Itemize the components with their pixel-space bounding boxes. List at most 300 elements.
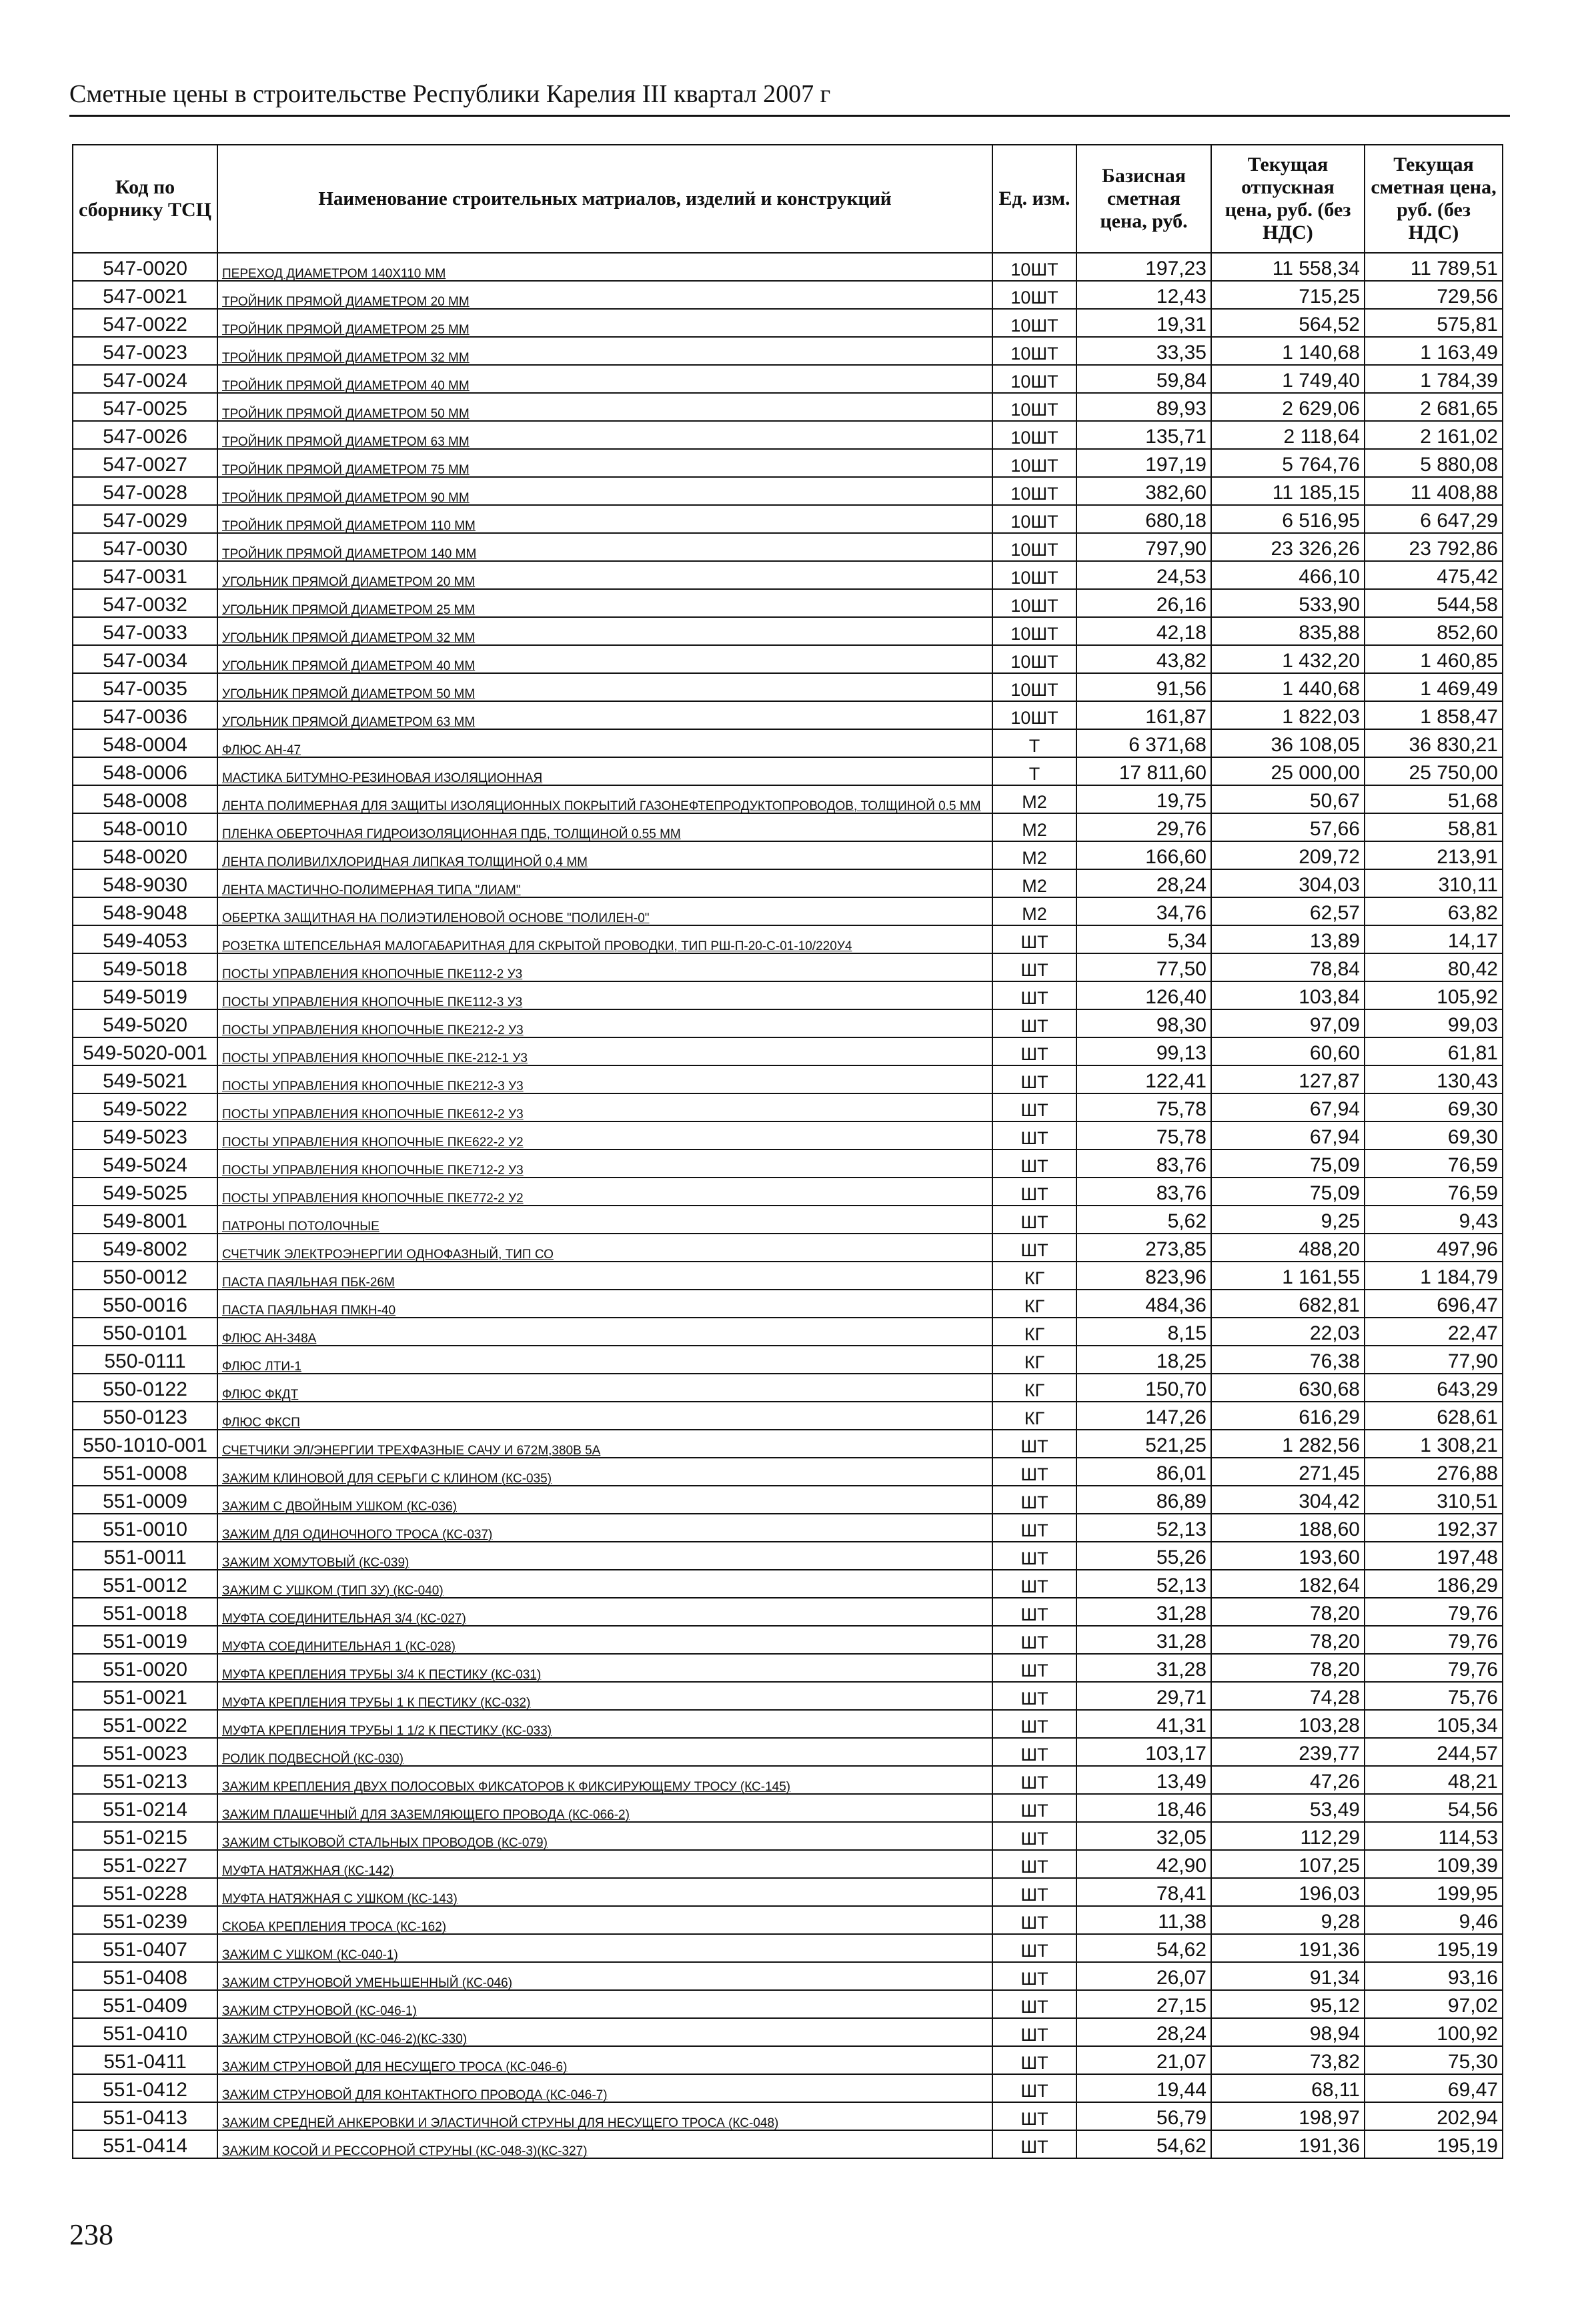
- row-name: РОЗЕТКА ШТЕПСЕЛЬНАЯ МАЛОГАБАРИТНАЯ ДЛЯ СКРЫТОЙ ПРОВОДКИ, ТИП РШ-П-20-С-01-10/220У4: [217, 925, 992, 953]
- table-row: [73, 953, 1503, 981]
- row-base-price: 6 371,68: [1076, 729, 1211, 757]
- row-current-estimate-price: 69,30: [1365, 1093, 1503, 1121]
- table-row: [73, 477, 1503, 505]
- table-row: [73, 253, 1503, 281]
- row-current-estimate-price: 130,43: [1365, 1065, 1503, 1093]
- row-unit: ШТ: [992, 1710, 1076, 1738]
- row-name: ЗАЖИМ КРЕПЛЕНИЯ ДВУХ ПОЛОСОВЫХ ФИКСАТОРОВ К ФИКСИРУЮЩЕМУ ТРОСУ (КС-145): [217, 1766, 992, 1794]
- row-base-price: 29,71: [1076, 1682, 1211, 1710]
- row-name: ЗАЖИМ СТРУНОВОЙ УМЕНЬШЕННЫЙ (КС-046): [217, 1962, 992, 1990]
- row-unit: ШТ: [992, 1121, 1076, 1150]
- row-current-estimate-price: 2 681,65: [1365, 393, 1503, 421]
- row-code: 548-9030: [73, 869, 217, 897]
- table-row: [73, 785, 1503, 813]
- row-unit: ШТ: [992, 1878, 1076, 1906]
- row-base-price: 75,78: [1076, 1093, 1211, 1121]
- row-current-estimate-price: 80,42: [1365, 953, 1503, 981]
- row-code: 547-0034: [73, 645, 217, 673]
- row-base-price: 52,13: [1076, 1570, 1211, 1598]
- column-header-current-estimate-price: Текущая сметная цена, руб. (без НДС): [1365, 145, 1503, 253]
- row-current-release-price: 76,38: [1211, 1346, 1365, 1374]
- row-current-release-price: 103,28: [1211, 1710, 1365, 1738]
- row-name: ЗАЖИМ ХОМУТОВЫЙ (КС-039): [217, 1542, 992, 1570]
- row-current-release-price: 68,11: [1211, 2074, 1365, 2102]
- row-base-price: 99,13: [1076, 1037, 1211, 1065]
- row-base-price: 83,76: [1076, 1150, 1211, 1178]
- row-current-release-price: 191,36: [1211, 2130, 1365, 2158]
- row-code: 548-0006: [73, 757, 217, 785]
- row-current-estimate-price: 36 830,21: [1365, 729, 1503, 757]
- row-unit: 10ШТ: [992, 533, 1076, 561]
- row-base-price: 5,62: [1076, 1206, 1211, 1234]
- row-current-estimate-price: 58,81: [1365, 813, 1503, 841]
- row-current-release-price: 9,28: [1211, 1906, 1365, 1934]
- row-current-estimate-price: 1 308,21: [1365, 1430, 1503, 1458]
- row-code: 551-0411: [73, 2046, 217, 2074]
- row-unit: ШТ: [992, 2018, 1076, 2046]
- row-current-release-price: 62,57: [1211, 897, 1365, 925]
- row-name: ЗАЖИМ СТРУНОВОЙ (КС-046-2)(КС-330): [217, 2018, 992, 2046]
- row-base-price: 126,40: [1076, 981, 1211, 1009]
- page-number: 238: [69, 2218, 113, 2251]
- table-row: [73, 1794, 1503, 1822]
- row-current-estimate-price: 79,76: [1365, 1598, 1503, 1626]
- row-current-estimate-price: 23 792,86: [1365, 533, 1503, 561]
- price-table: [72, 144, 1503, 2159]
- table-row: [73, 1514, 1503, 1542]
- row-current-release-price: 1 432,20: [1211, 645, 1365, 673]
- row-code: 549-5021: [73, 1065, 217, 1093]
- row-name: ТРОЙНИК ПРЯМОЙ ДИАМЕТРОМ 90 ММ: [217, 477, 992, 505]
- row-current-release-price: 564,52: [1211, 309, 1365, 337]
- row-current-estimate-price: 5 880,08: [1365, 449, 1503, 477]
- row-unit: ШТ: [992, 1037, 1076, 1065]
- row-code: 549-5019: [73, 981, 217, 1009]
- row-current-estimate-price: 48,21: [1365, 1766, 1503, 1794]
- row-code: 548-0010: [73, 813, 217, 841]
- row-code: 547-0028: [73, 477, 217, 505]
- row-base-price: 8,15: [1076, 1318, 1211, 1346]
- row-base-price: 43,82: [1076, 645, 1211, 673]
- row-current-release-price: 2 629,06: [1211, 393, 1365, 421]
- row-current-release-price: 74,28: [1211, 1682, 1365, 1710]
- table-row: [73, 365, 1503, 393]
- row-code: 551-0414: [73, 2130, 217, 2158]
- row-current-estimate-price: 696,47: [1365, 1290, 1503, 1318]
- row-code: 551-0408: [73, 1962, 217, 1990]
- row-current-estimate-price: 310,11: [1365, 869, 1503, 897]
- row-base-price: 147,26: [1076, 1402, 1211, 1430]
- row-code: 549-5020-001: [73, 1037, 217, 1065]
- row-current-estimate-price: 1 184,79: [1365, 1262, 1503, 1290]
- row-name: ЗАЖИМ С УШКОМ (КС-040-1): [217, 1934, 992, 1962]
- row-current-release-price: 835,88: [1211, 617, 1365, 645]
- table-row: [73, 1766, 1503, 1794]
- row-name: ПОСТЫ УПРАВЛЕНИЯ КНОПОЧНЫЕ ПКЕ612-2 У3: [217, 1093, 992, 1121]
- row-current-release-price: 182,64: [1211, 1570, 1365, 1598]
- row-current-estimate-price: 6 647,29: [1365, 505, 1503, 533]
- row-base-price: 59,84: [1076, 365, 1211, 393]
- table-row: [73, 2018, 1503, 2046]
- row-current-estimate-price: 643,29: [1365, 1374, 1503, 1402]
- row-name: ТРОЙНИК ПРЯМОЙ ДИАМЕТРОМ 110 ММ: [217, 505, 992, 533]
- row-code: 547-0035: [73, 673, 217, 701]
- row-base-price: 484,36: [1076, 1290, 1211, 1318]
- row-name: ОБЕРТКА ЗАЩИТНАЯ НА ПОЛИЭТИЛЕНОВОЙ ОСНОВЕ "ПОЛИЛЕН-0": [217, 897, 992, 925]
- row-base-price: 91,56: [1076, 673, 1211, 701]
- row-code: 547-0023: [73, 337, 217, 365]
- column-header-base-price: Базисная сметная цена, руб.: [1076, 145, 1211, 253]
- row-name: ФЛЮС ФКСП: [217, 1402, 992, 1430]
- table-row: [73, 1738, 1503, 1766]
- row-current-estimate-price: 54,56: [1365, 1794, 1503, 1822]
- row-base-price: 28,24: [1076, 869, 1211, 897]
- row-code: 551-0410: [73, 2018, 217, 2046]
- row-unit: ШТ: [992, 1906, 1076, 1934]
- row-current-estimate-price: 575,81: [1365, 309, 1503, 337]
- row-name: УГОЛЬНИК ПРЯМОЙ ДИАМЕТРОМ 50 ММ: [217, 673, 992, 701]
- row-unit: ШТ: [992, 1962, 1076, 1990]
- header-row: [73, 145, 1503, 253]
- row-unit: ШТ: [992, 1430, 1076, 1458]
- row-base-price: 18,46: [1076, 1794, 1211, 1822]
- row-unit: ШТ: [992, 1682, 1076, 1710]
- row-code: 549-5025: [73, 1178, 217, 1206]
- row-code: 547-0029: [73, 505, 217, 533]
- table-row: [73, 505, 1503, 533]
- row-current-release-price: 1 140,68: [1211, 337, 1365, 365]
- row-name: УГОЛЬНИК ПРЯМОЙ ДИАМЕТРОМ 40 ММ: [217, 645, 992, 673]
- row-unit: ШТ: [992, 1990, 1076, 2018]
- column-header-unit: Ед. изм.: [992, 145, 1076, 253]
- row-current-estimate-price: 310,51: [1365, 1486, 1503, 1514]
- table-row: [73, 981, 1503, 1009]
- row-name: ЗАЖИМ КОСОЙ И РЕССОРНОЙ СТРУНЫ (КС-048-3)(КС-327): [217, 2130, 992, 2158]
- row-code: 550-1010-001: [73, 1430, 217, 1458]
- row-code: 551-0412: [73, 2074, 217, 2102]
- row-name: ФЛЮС АН-348А: [217, 1318, 992, 1346]
- row-current-release-price: 6 516,95: [1211, 505, 1365, 533]
- row-unit: КГ: [992, 1318, 1076, 1346]
- row-base-price: 150,70: [1076, 1374, 1211, 1402]
- row-base-price: 18,25: [1076, 1346, 1211, 1374]
- row-current-estimate-price: 75,30: [1365, 2046, 1503, 2074]
- row-current-release-price: 73,82: [1211, 2046, 1365, 2074]
- table-row: [73, 2046, 1503, 2074]
- row-current-release-price: 75,09: [1211, 1150, 1365, 1178]
- row-current-release-price: 112,29: [1211, 1822, 1365, 1850]
- table-row: [73, 925, 1503, 953]
- row-name: ФЛЮС АН-47: [217, 729, 992, 757]
- row-code: 551-0022: [73, 1710, 217, 1738]
- table-row: [73, 813, 1503, 841]
- row-current-estimate-price: 14,17: [1365, 925, 1503, 953]
- row-unit: ШТ: [992, 1542, 1076, 1570]
- table-row: [73, 1178, 1503, 1206]
- row-base-price: 56,79: [1076, 2102, 1211, 2130]
- row-name: СКОБА КРЕПЛЕНИЯ ТРОСА (КС-162): [217, 1906, 992, 1934]
- row-current-estimate-price: 109,39: [1365, 1850, 1503, 1878]
- table-row: [73, 1878, 1503, 1906]
- row-current-release-price: 22,03: [1211, 1318, 1365, 1346]
- row-current-estimate-price: 628,61: [1365, 1402, 1503, 1430]
- row-base-price: 17 811,60: [1076, 757, 1211, 785]
- row-current-estimate-price: 1 469,49: [1365, 673, 1503, 701]
- row-base-price: 52,13: [1076, 1514, 1211, 1542]
- row-base-price: 680,18: [1076, 505, 1211, 533]
- table-row: [73, 281, 1503, 309]
- row-name: ЗАЖИМ ПЛАШЕЧНЫЙ ДЛЯ ЗАЗЕМЛЯЮЩЕГО ПРОВОДА (КС-066-2): [217, 1794, 992, 1822]
- row-current-estimate-price: 75,76: [1365, 1682, 1503, 1710]
- row-name: ПОСТЫ УПРАВЛЕНИЯ КНОПОЧНЫЕ ПКЕ212-2 У3: [217, 1009, 992, 1037]
- row-code: 549-5024: [73, 1150, 217, 1178]
- row-name: УГОЛЬНИК ПРЯМОЙ ДИАМЕТРОМ 25 ММ: [217, 589, 992, 617]
- row-base-price: 5,34: [1076, 925, 1211, 953]
- row-code: 551-0215: [73, 1822, 217, 1850]
- row-current-release-price: 78,84: [1211, 953, 1365, 981]
- row-current-estimate-price: 25 750,00: [1365, 757, 1503, 785]
- table-row: [73, 1598, 1503, 1626]
- row-unit: ШТ: [992, 2046, 1076, 2074]
- row-base-price: 13,49: [1076, 1766, 1211, 1794]
- row-current-estimate-price: 99,03: [1365, 1009, 1503, 1037]
- row-unit: ШТ: [992, 1766, 1076, 1794]
- row-name: ФЛЮС ФКДТ: [217, 1374, 992, 1402]
- table-row: [73, 897, 1503, 925]
- row-current-estimate-price: 61,81: [1365, 1037, 1503, 1065]
- table-row: [73, 1990, 1503, 2018]
- row-unit: КГ: [992, 1346, 1076, 1374]
- row-base-price: 161,87: [1076, 701, 1211, 729]
- row-current-release-price: 304,42: [1211, 1486, 1365, 1514]
- row-name: ПАСТА ПАЯЛЬНАЯ ПБК-26М: [217, 1262, 992, 1290]
- row-current-estimate-price: 9,43: [1365, 1206, 1503, 1234]
- row-base-price: 26,16: [1076, 589, 1211, 617]
- row-unit: ШТ: [992, 2102, 1076, 2130]
- row-current-release-price: 23 326,26: [1211, 533, 1365, 561]
- row-current-release-price: 616,29: [1211, 1402, 1365, 1430]
- table-row: [73, 1850, 1503, 1878]
- row-code: 547-0036: [73, 701, 217, 729]
- row-current-estimate-price: 192,37: [1365, 1514, 1503, 1542]
- row-current-release-price: 36 108,05: [1211, 729, 1365, 757]
- page-header: [69, 79, 1510, 117]
- row-current-release-price: 67,94: [1211, 1093, 1365, 1121]
- row-name: ТРОЙНИК ПРЯМОЙ ДИАМЕТРОМ 140 ММ: [217, 533, 992, 561]
- row-code: 551-0020: [73, 1654, 217, 1682]
- row-unit: 10ШТ: [992, 673, 1076, 701]
- row-name: ТРОЙНИК ПРЯМОЙ ДИАМЕТРОМ 50 ММ: [217, 393, 992, 421]
- table-row: [73, 1458, 1503, 1486]
- row-unit: КГ: [992, 1374, 1076, 1402]
- row-code: 550-0012: [73, 1262, 217, 1290]
- row-current-estimate-price: 199,95: [1365, 1878, 1503, 1906]
- row-base-price: 135,71: [1076, 421, 1211, 449]
- row-code: 551-0010: [73, 1514, 217, 1542]
- table-row: [73, 1682, 1503, 1710]
- row-base-price: 103,17: [1076, 1738, 1211, 1766]
- row-current-estimate-price: 22,47: [1365, 1318, 1503, 1346]
- table-row: [73, 449, 1503, 477]
- table-row: [73, 841, 1503, 869]
- table-row: [73, 1093, 1503, 1121]
- row-current-release-price: 5 764,76: [1211, 449, 1365, 477]
- table-row: [73, 589, 1503, 617]
- row-base-price: 26,07: [1076, 1962, 1211, 1990]
- row-unit: ШТ: [992, 1486, 1076, 1514]
- row-unit: 10ШТ: [992, 477, 1076, 505]
- price-table-body: [73, 253, 1503, 2158]
- table-row: [73, 393, 1503, 421]
- row-current-release-price: 11 558,34: [1211, 253, 1365, 281]
- row-base-price: 24,53: [1076, 561, 1211, 589]
- row-current-estimate-price: 213,91: [1365, 841, 1503, 869]
- row-code: 550-0101: [73, 1318, 217, 1346]
- row-current-release-price: 2 118,64: [1211, 421, 1365, 449]
- row-unit: 10ШТ: [992, 309, 1076, 337]
- row-code: 547-0030: [73, 533, 217, 561]
- row-name: ПАСТА ПАЯЛЬНАЯ ПМКН-40: [217, 1290, 992, 1318]
- row-current-estimate-price: 93,16: [1365, 1962, 1503, 1990]
- row-name: ПАТРОНЫ ПОТОЛОЧНЫЕ: [217, 1206, 992, 1234]
- row-current-estimate-price: 497,96: [1365, 1234, 1503, 1262]
- row-current-release-price: 78,20: [1211, 1654, 1365, 1682]
- row-code: 551-0009: [73, 1486, 217, 1514]
- table-row: [73, 1009, 1503, 1037]
- row-unit: 10ШТ: [992, 449, 1076, 477]
- row-base-price: 42,18: [1076, 617, 1211, 645]
- row-base-price: 31,28: [1076, 1626, 1211, 1654]
- row-unit: ШТ: [992, 1598, 1076, 1626]
- row-current-release-price: 78,20: [1211, 1598, 1365, 1626]
- row-code: 551-0213: [73, 1766, 217, 1794]
- row-unit: 10ШТ: [992, 645, 1076, 673]
- row-name: ФЛЮС ЛТИ-1: [217, 1346, 992, 1374]
- row-unit: 10ШТ: [992, 589, 1076, 617]
- row-current-estimate-price: 729,56: [1365, 281, 1503, 309]
- row-name: РОЛИК ПОДВЕСНОЙ (КС-030): [217, 1738, 992, 1766]
- row-current-estimate-price: 1 163,49: [1365, 337, 1503, 365]
- table-row: [73, 1037, 1503, 1065]
- table-row: [73, 1206, 1503, 1234]
- row-unit: 10ШТ: [992, 421, 1076, 449]
- row-current-release-price: 91,34: [1211, 1962, 1365, 1990]
- row-current-release-price: 533,90: [1211, 589, 1365, 617]
- row-current-release-price: 98,94: [1211, 2018, 1365, 2046]
- row-current-release-price: 209,72: [1211, 841, 1365, 869]
- row-current-release-price: 78,20: [1211, 1626, 1365, 1654]
- row-base-price: 521,25: [1076, 1430, 1211, 1458]
- row-current-release-price: 304,03: [1211, 869, 1365, 897]
- row-code: 550-0111: [73, 1346, 217, 1374]
- row-unit: 10ШТ: [992, 617, 1076, 645]
- row-current-release-price: 103,84: [1211, 981, 1365, 1009]
- row-current-release-price: 1 161,55: [1211, 1262, 1365, 1290]
- row-name: ЗАЖИМ СТРУНОВОЙ ДЛЯ КОНТАКТНОГО ПРОВОДА (КС-046-7): [217, 2074, 992, 2102]
- row-code: 549-8002: [73, 1234, 217, 1262]
- row-current-release-price: 1 282,56: [1211, 1430, 1365, 1458]
- row-base-price: 27,15: [1076, 1990, 1211, 2018]
- row-current-release-price: 630,68: [1211, 1374, 1365, 1402]
- row-current-estimate-price: 195,19: [1365, 2130, 1503, 2158]
- row-name: ЗАЖИМ СТЫКОВОЙ СТАЛЬНЫХ ПРОВОДОВ (КС-079): [217, 1822, 992, 1850]
- row-base-price: 11,38: [1076, 1906, 1211, 1934]
- table-row: [73, 757, 1503, 785]
- table-row: [73, 869, 1503, 897]
- row-current-release-price: 466,10: [1211, 561, 1365, 589]
- table-row: [73, 1402, 1503, 1430]
- table-row: [73, 1822, 1503, 1850]
- row-current-estimate-price: 202,94: [1365, 2102, 1503, 2130]
- row-name: МУФТА КРЕПЛЕНИЯ ТРУБЫ 1 1/2 К ПЕСТИКУ (КС-033): [217, 1710, 992, 1738]
- row-code: 549-5023: [73, 1121, 217, 1150]
- row-current-estimate-price: 69,47: [1365, 2074, 1503, 2102]
- row-name: ПОСТЫ УПРАВЛЕНИЯ КНОПОЧНЫЕ ПКЕ772-2 У2: [217, 1178, 992, 1206]
- row-current-estimate-price: 105,92: [1365, 981, 1503, 1009]
- table-row: [73, 1542, 1503, 1570]
- row-name: ЛЕНТА ПОЛИМЕРНАЯ ДЛЯ ЗАЩИТЫ ИЗОЛЯЦИОННЫХ ПОКРЫТИЙ ГАЗОНЕФТЕПРОДУКТОПРОВОДОВ, ТОЛЩИНОЙ 0.5 ММ: [217, 785, 992, 813]
- row-unit: ШТ: [992, 1150, 1076, 1178]
- row-current-estimate-price: 244,57: [1365, 1738, 1503, 1766]
- table-row: [73, 617, 1503, 645]
- row-unit: 10ШТ: [992, 393, 1076, 421]
- table-row: [73, 2074, 1503, 2102]
- row-code: 549-8001: [73, 1206, 217, 1234]
- row-current-release-price: 60,60: [1211, 1037, 1365, 1065]
- row-unit: ШТ: [992, 1654, 1076, 1682]
- row-name: МУФТА СОЕДИНИТЕЛЬНАЯ 1 (КС-028): [217, 1626, 992, 1654]
- row-current-estimate-price: 11 408,88: [1365, 477, 1503, 505]
- row-current-release-price: 53,49: [1211, 1794, 1365, 1822]
- row-base-price: 31,28: [1076, 1598, 1211, 1626]
- table-row: [73, 1262, 1503, 1290]
- row-base-price: 166,60: [1076, 841, 1211, 869]
- row-current-release-price: 127,87: [1211, 1065, 1365, 1093]
- row-current-estimate-price: 1 784,39: [1365, 365, 1503, 393]
- row-unit: ШТ: [992, 1822, 1076, 1850]
- row-current-estimate-price: 114,53: [1365, 1822, 1503, 1850]
- row-name: ТРОЙНИК ПРЯМОЙ ДИАМЕТРОМ 40 ММ: [217, 365, 992, 393]
- row-current-estimate-price: 97,02: [1365, 1990, 1503, 2018]
- row-code: 550-0123: [73, 1402, 217, 1430]
- table-row: [73, 1906, 1503, 1934]
- table-row: [73, 1934, 1503, 1962]
- row-code: 551-0012: [73, 1570, 217, 1598]
- row-unit: ШТ: [992, 1009, 1076, 1037]
- row-name: МУФТА КРЕПЛЕНИЯ ТРУБЫ 3/4 К ПЕСТИКУ (КС-031): [217, 1654, 992, 1682]
- row-unit: ШТ: [992, 1850, 1076, 1878]
- table-row: [73, 309, 1503, 337]
- row-base-price: 19,31: [1076, 309, 1211, 337]
- row-base-price: 41,31: [1076, 1710, 1211, 1738]
- row-code: 548-0020: [73, 841, 217, 869]
- table-row: [73, 701, 1503, 729]
- column-header-name: Наименование строительных матриалов, изделий и конструкций: [217, 145, 992, 253]
- row-code: 549-5018: [73, 953, 217, 981]
- row-current-estimate-price: 105,34: [1365, 1710, 1503, 1738]
- row-unit: 10ШТ: [992, 505, 1076, 533]
- row-unit: Т: [992, 729, 1076, 757]
- row-unit: ШТ: [992, 2130, 1076, 2158]
- row-code: 549-5022: [73, 1093, 217, 1121]
- row-unit: М2: [992, 813, 1076, 841]
- row-code: 551-0011: [73, 1542, 217, 1570]
- row-base-price: 89,93: [1076, 393, 1211, 421]
- row-current-estimate-price: 77,90: [1365, 1346, 1503, 1374]
- row-base-price: 31,28: [1076, 1654, 1211, 1682]
- row-unit: 10ШТ: [992, 337, 1076, 365]
- row-name: УГОЛЬНИК ПРЯМОЙ ДИАМЕТРОМ 63 ММ: [217, 701, 992, 729]
